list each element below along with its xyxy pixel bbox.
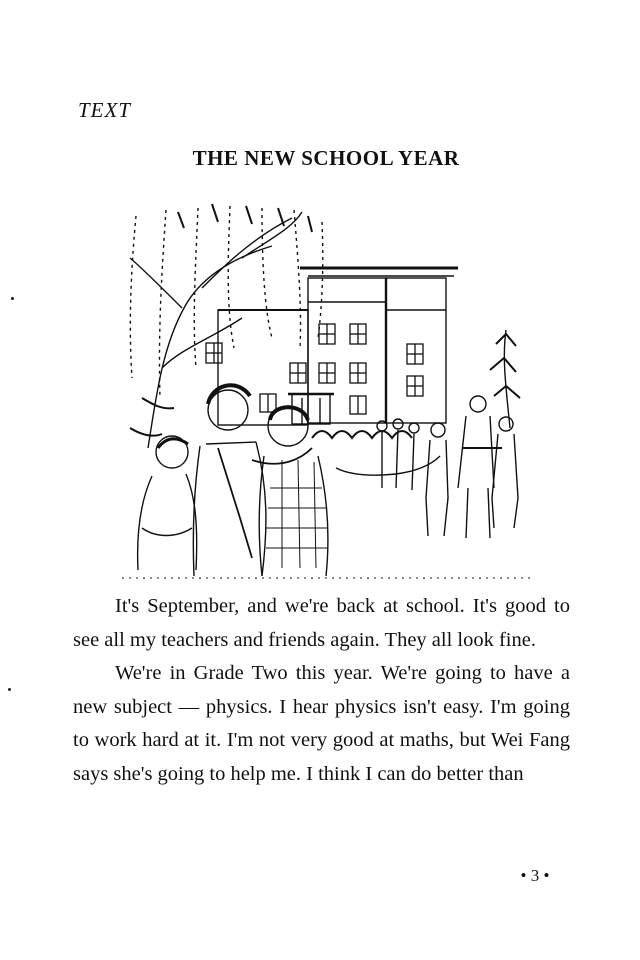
lesson-title: THE NEW SCHOOL YEAR — [192, 146, 460, 170]
girl-center — [193, 385, 312, 576]
school-building — [206, 268, 458, 425]
school-yard-illustration — [122, 198, 532, 580]
boy-left — [138, 436, 197, 570]
page-number: • 3 • — [500, 866, 570, 886]
paragraph: It's September, and we're back at school. It's good to see all my teachers and friends again. They all look fine. — [73, 595, 570, 651]
right-students — [426, 396, 518, 538]
scan-speck — [11, 297, 14, 300]
scan-speck — [8, 688, 11, 691]
lesson-body — [73, 590, 570, 791]
background-crowd — [312, 419, 440, 490]
willow-tree — [130, 204, 323, 448]
small-tree — [490, 330, 520, 428]
paragraph: We're in Grade Two this year. We're going to have a new subject — physics. I hear physics isn't easy. I'm going to work hard at it. I'm not very good at maths, but Wei Fang says she's going to help me. I think I can do better than — [73, 662, 570, 785]
section-label: TEXT — [78, 98, 132, 122]
